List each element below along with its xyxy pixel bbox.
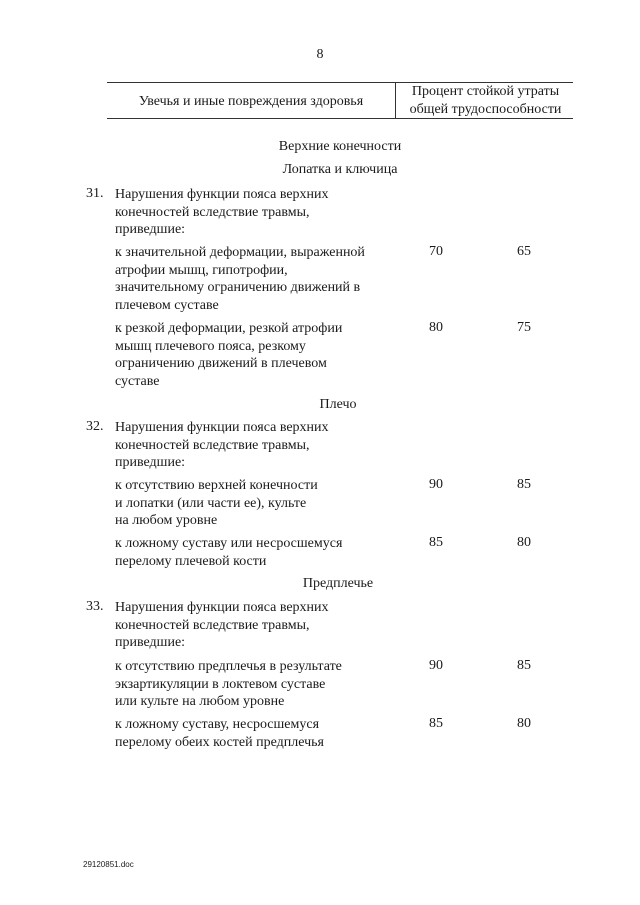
text-line: и лопатки (или части ее), культе <box>115 495 307 511</box>
value-33-1-a: 90 <box>429 658 443 673</box>
section-upper-limbs: Верхние конечности <box>278 139 402 154</box>
value-32-2-a: 85 <box>429 535 443 550</box>
text-line: или культе на любом уровне <box>115 694 285 709</box>
value-33-2-a: 85 <box>429 716 443 731</box>
text-line: приведшие: <box>115 635 186 650</box>
item-33-title <box>115 599 395 652</box>
text-line: к резкой деформации, резкой атрофии <box>115 321 343 336</box>
text-line: приведшие: <box>115 222 186 237</box>
text-line: к отсутствию предплечья в результате <box>115 659 342 674</box>
column-header-injuries: Увечья и иные повреждения здоровья <box>138 94 364 109</box>
text-line: плечевом суставе <box>115 297 219 313</box>
text-line: Нарушения функции пояса верхних <box>115 600 329 615</box>
item-33-sub-1 <box>115 658 395 711</box>
item-32-sub-1 <box>115 477 395 530</box>
section-scapula-clavicle: Лопатка и ключица <box>282 162 398 177</box>
text-line: Нарушения функции пояса верхних <box>115 420 329 435</box>
item-31-sub-2 <box>115 320 395 390</box>
item-32-title <box>115 419 395 472</box>
text-line: к значительной деформации, выраженной <box>115 245 365 260</box>
text-line: мышц плечевого пояса, резкому <box>115 338 306 354</box>
text-line: значительному ограничению движений в <box>115 280 361 295</box>
value-32-1-b: 85 <box>517 477 531 492</box>
table-header-divider <box>395 82 396 118</box>
item-number-32: 32. <box>86 419 104 434</box>
value-31-1-b: 65 <box>517 244 531 259</box>
text-line: конечностей вследствие травмы, <box>115 617 310 633</box>
page-number: 8 <box>316 47 324 62</box>
item-number-31: 31. <box>86 186 104 201</box>
text-line: суставе <box>115 373 160 389</box>
item-32-sub-2 <box>115 535 395 570</box>
value-31-2-b: 75 <box>517 320 531 335</box>
value-33-2-b: 80 <box>517 716 531 731</box>
text-line: приведшие: <box>115 455 186 470</box>
section-forearm: Предплечье <box>302 576 374 591</box>
text-line: на любом уровне <box>115 513 218 528</box>
item-31-sub-1 <box>115 244 395 314</box>
column-header-percent-line1: Процент стойкой утраты <box>411 84 560 99</box>
text-line: конечностей вследствие травмы, <box>115 437 310 453</box>
text-line: к ложному суставу, несросшемуся <box>115 717 320 732</box>
column-header-percent-line2: общей трудоспособности <box>409 102 562 117</box>
value-31-2-a: 80 <box>429 320 443 335</box>
value-33-1-b: 85 <box>517 658 531 673</box>
column-header-percent <box>398 83 573 119</box>
item-31-title <box>115 186 395 239</box>
value-32-1-a: 90 <box>429 477 443 492</box>
value-31-1-a: 70 <box>429 244 443 259</box>
text-line: экзартикуляции в локтевом суставе <box>115 676 326 692</box>
text-line: ограничению движений в плечевом <box>115 356 327 371</box>
text-line: перелому обеих костей предплечья <box>115 734 324 750</box>
text-line: перелому плечевой кости <box>115 553 267 569</box>
item-33-sub-2 <box>115 716 395 751</box>
section-shoulder: Плечо <box>319 397 357 412</box>
text-line: Нарушения функции пояса верхних <box>115 187 329 202</box>
text-line: атрофии мышц, гипотрофии, <box>115 262 288 278</box>
text-line: к отсутствию верхней конечности <box>115 478 318 493</box>
text-line: конечностей вследствие травмы, <box>115 204 310 220</box>
value-32-2-b: 80 <box>517 535 531 550</box>
item-number-33: 33. <box>86 599 104 614</box>
text-line: к ложному суставу или несросшемуся <box>115 536 343 551</box>
footer-filename: 29120851.doc <box>83 860 134 869</box>
